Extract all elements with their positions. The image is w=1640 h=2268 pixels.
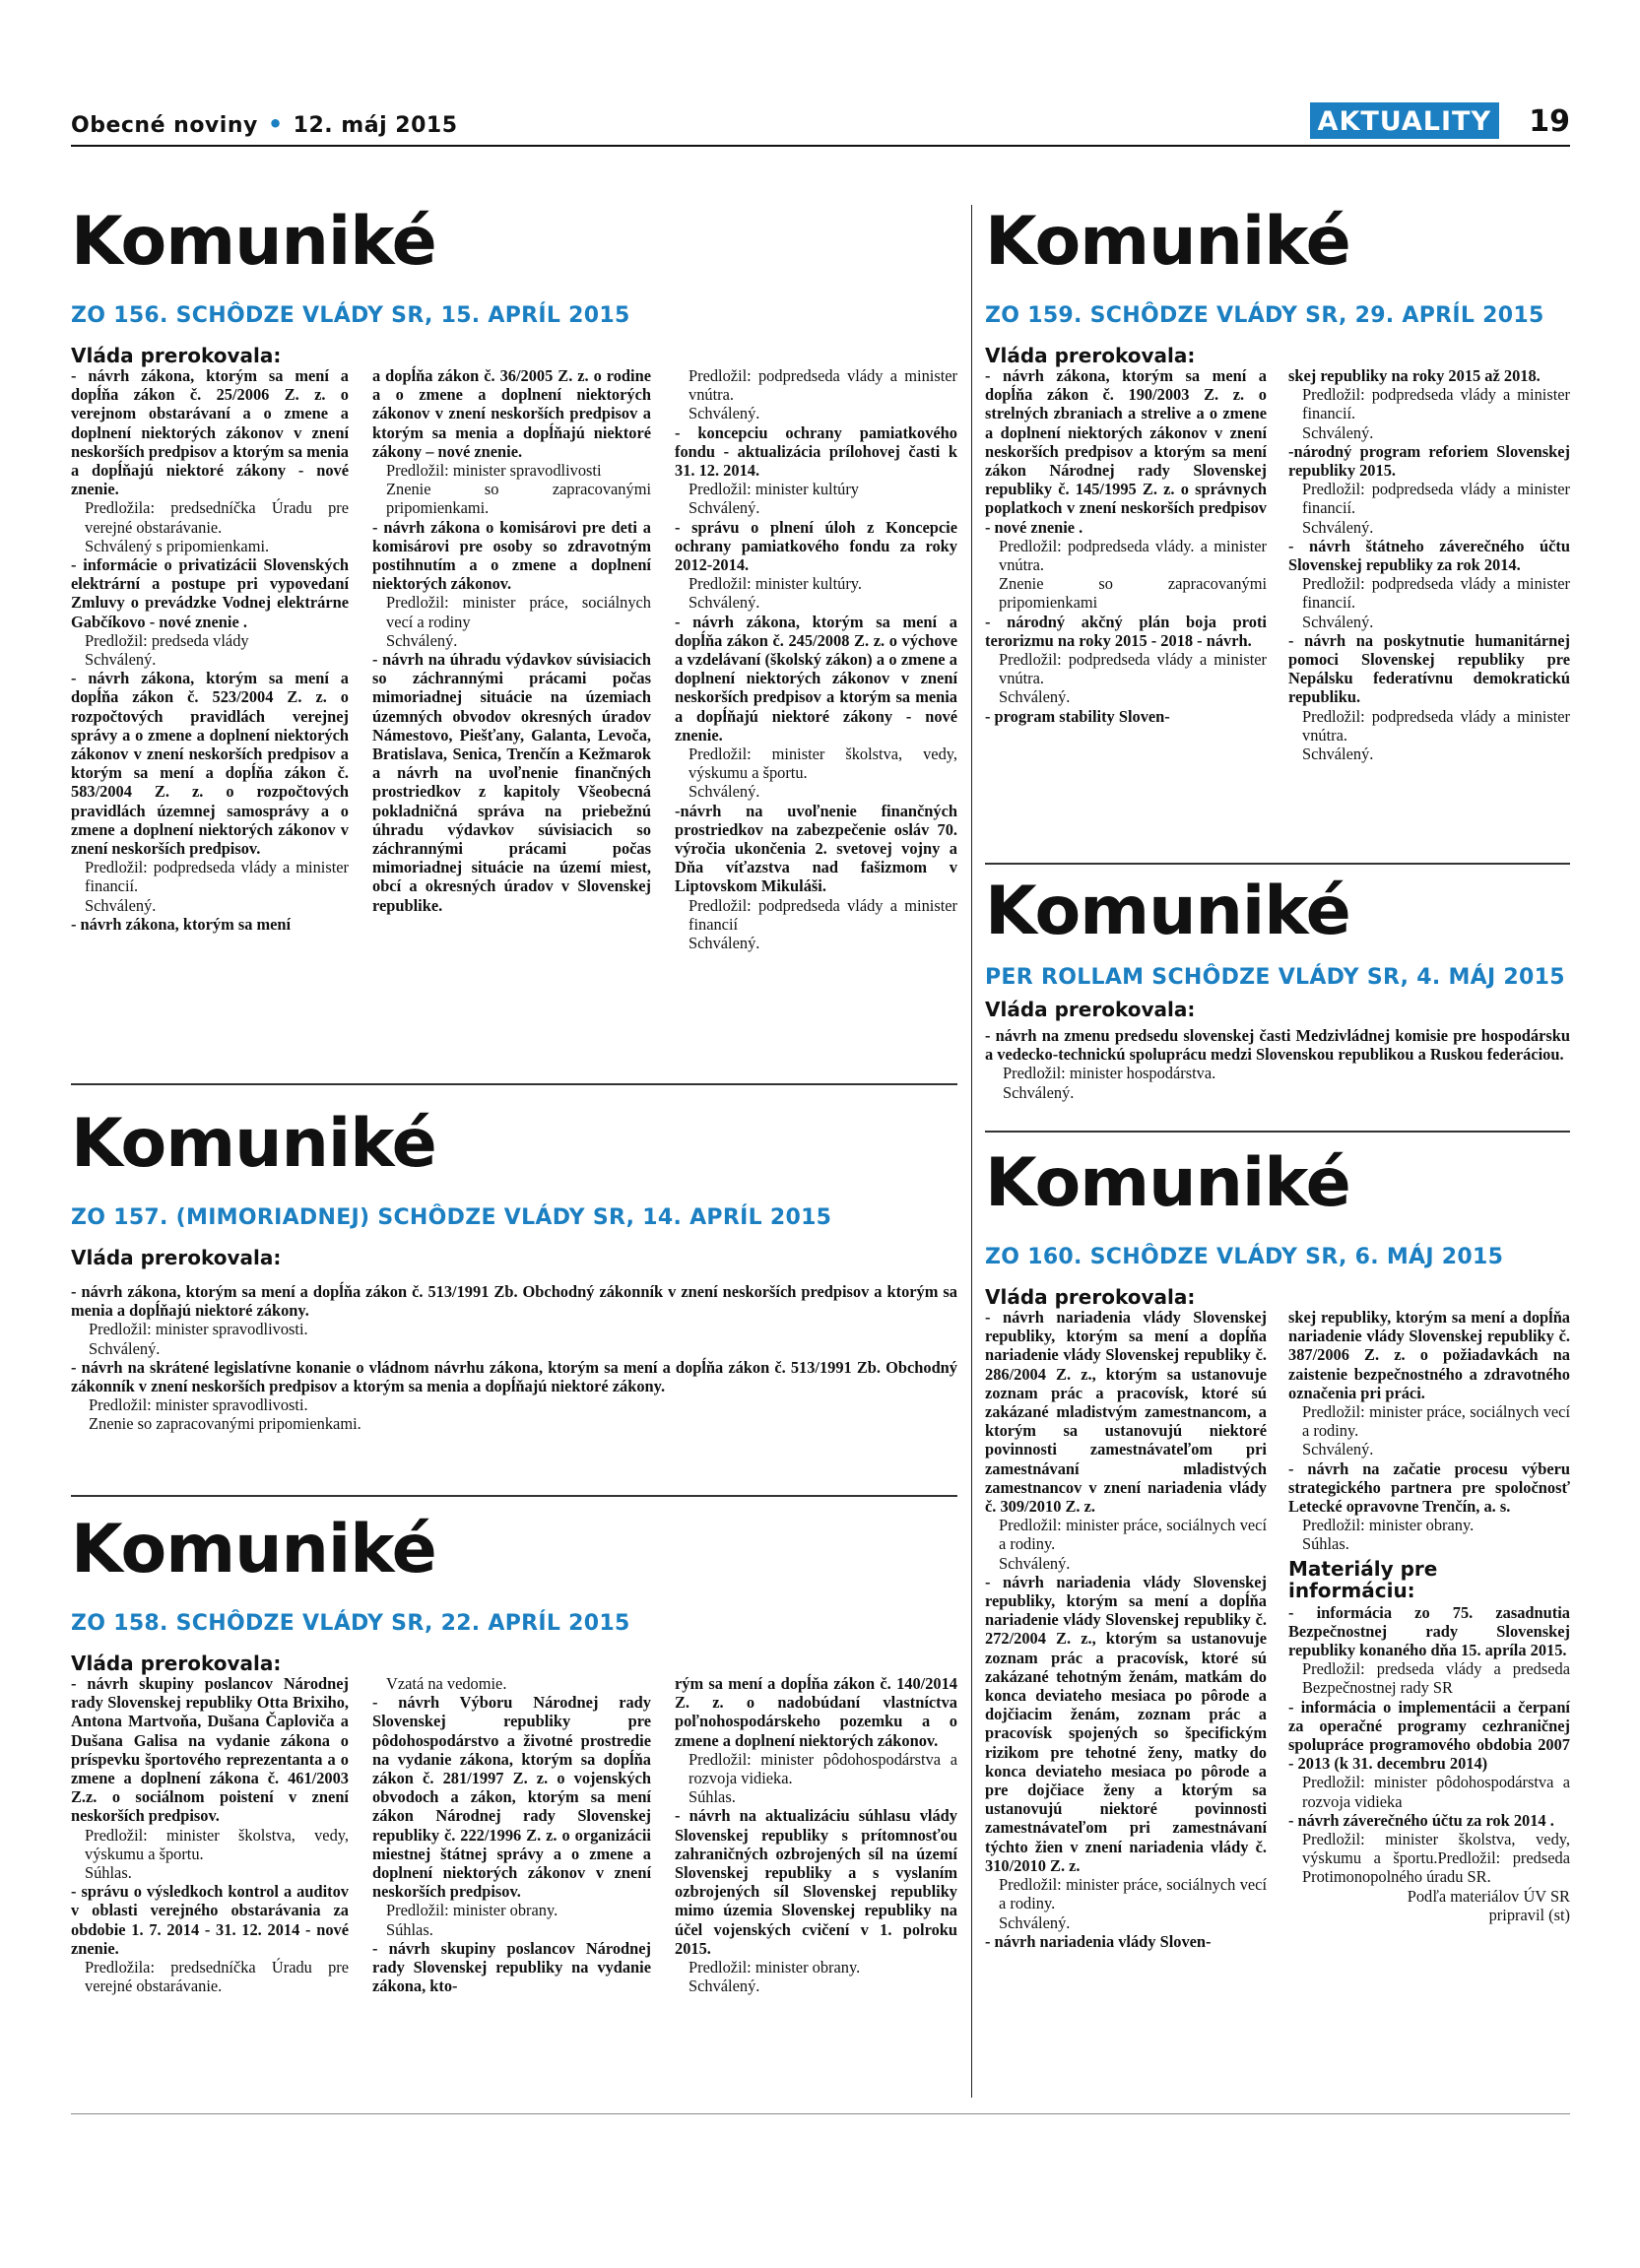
agenda-note: Predložila: predsedníčka Úradu pre verejné obstarávanie. xyxy=(85,498,349,537)
agenda-note: Schválený. xyxy=(689,404,760,423)
article-divider xyxy=(985,1131,1570,1133)
agenda-note: Schválený. xyxy=(999,687,1071,707)
article-divider xyxy=(71,1083,957,1085)
article-158-header xyxy=(71,1511,957,1675)
agenda-item: - návrh nariadenia vlády Slovenskej republiky, ktorým sa mení a dopĺňa nariadenie vlády Slovenskej republiky č. 286/2004 Z. z., ktorým sa ustanovuje zoznam prác a pracovísk, ktoré sú zakázané mladistvým zamestnancom, a ktorým sa ustanovujú niektoré povinnosti zamestnávateľom pri zamestnávaní mladistvých zamestnancov v znení nariadenia vlády č. 309/2010 Z. z. xyxy=(985,1308,1267,1517)
agenda-item: - informácie o privatizácii Slovenských elektrární a postupe pri vypovedaní Zmluvy o prevádzke Vodnej elektrárne Gabčíkovo - nové znenie . xyxy=(71,555,349,631)
agenda-note: Schválený. xyxy=(689,934,760,953)
agenda-item: - správu o plnení úloh z Koncepcie ochrany pamiatkového fondu za roky 2012-2014. xyxy=(675,517,957,575)
article-156-col-2 xyxy=(372,366,651,915)
article-159-header xyxy=(985,203,1570,367)
agenda-note: Predložil: podpredseda vlády a minister financií. xyxy=(1302,480,1570,518)
page-bottom-rule xyxy=(71,2113,1570,2114)
agenda-note: Predložil: podpredseda vlády a minister vnútra. xyxy=(999,650,1267,688)
agenda-item: - návrh záverečného účtu za rok 2014 . xyxy=(1288,1810,1554,1830)
article-158-body xyxy=(71,1674,957,2098)
agenda-note: Schválený. xyxy=(689,1976,760,1996)
agenda-item: - návrh zákona, ktorým sa mení a dopĺňa zákon č. 523/2004 Z. z. o rozpočtových pravidlách verejnej správy a o zmene a doplnení niektorých zákonov v znení neskorších predpisov a ktorým sa mení a dopĺňa zákon č. 583/2004 Z. z. o rozpočtových pravidlách územnej samosprávy a o zmene a doplnení niektorých zákonov v znení neskorších predpisov. xyxy=(71,669,349,859)
agenda-note: Predložil: podpredseda vlády a minister financií xyxy=(689,895,957,934)
agenda-item: - návrh na skrátené legislatívne konanie o vládnom návrhu zákona, ktorým sa mení a dopĺňa zákon č. 513/1991 Zb. Obchodný zákonník v znení neskorších predpisov a ktorým sa menia a dopĺňajú niektoré zákony. xyxy=(71,1357,957,1396)
masthead xyxy=(71,102,1570,144)
article-160-body xyxy=(985,1308,1570,2096)
article-158-col-3 xyxy=(675,1674,957,1995)
article-160-col-2 xyxy=(1288,1308,1570,1924)
agenda-item: - návrh Výboru Národnej rady Slovenskej republiky pre pôdohospodárstvo a životné prostredie na vydanie zákona, ktorým sa dopĺňa zákon č. 281/1997 Z. z. o vojenských obvodoch a zákon, ktorým sa mení zákon Národnej rady Slovenskej republiky č. 222/1996 Z. z. o organizácii miestnej štátnej správy a o zmene a doplnení niektorých zákonov v znení neskorších predpisov. xyxy=(372,1693,651,1902)
agenda-note: Schválený. xyxy=(386,630,458,650)
agenda-item: - informácia zo 75. zasadnutia Bezpečnostnej rady Slovenskej republiky konaného dňa 15. apríla 2015. xyxy=(1288,1602,1570,1660)
agenda-note: Schválený. xyxy=(85,895,157,915)
agenda-item: - návrh nariadenia vlády Sloven- xyxy=(985,1931,1212,1951)
agenda-note: Schválený. xyxy=(1302,517,1374,537)
agenda-note: Schválený. xyxy=(1302,422,1374,442)
agenda-note: Predložil: minister obrany. xyxy=(689,1958,861,1977)
agenda-note: Znenie so zapracovanými pripomienkami. xyxy=(386,480,651,518)
agenda-item: - koncepciu ochrany pamiatkového fondu - aktualizácia prílohovej časti k 31. 12. 2014. xyxy=(675,422,957,481)
agenda-note: Predložil: minister spravodlivosti. xyxy=(89,1395,308,1415)
agenda-item: - návrh štátneho záverečného účtu Slovenskej republiky za rok 2014. xyxy=(1288,536,1570,575)
article-subheading: ZO 156. SCHÔDZE VLÁDY SR, 15. APRÍL 2015 xyxy=(71,303,630,328)
agenda-item: - návrh zákona, ktorým sa mení a dopĺňa zákon č. 25/2006 Z. z. o verejnom obstarávaní a o zmene a doplnení niektorých zákonov v znení neskorších predpisov a ktorým sa menia a dopĺňajú niektoré zákony - nové znenie. xyxy=(71,366,349,499)
article-per-rollam-header xyxy=(985,873,1570,1021)
article-per-rollam-body xyxy=(985,1026,1570,1102)
agenda-note: Predložil: predseda vlády xyxy=(85,630,249,650)
publication-name: Obecné noviny xyxy=(71,113,258,138)
agenda-note: Schválený. xyxy=(85,650,157,670)
agenda-item: - návrh na úhradu výdavkov súvisiacich so záchrannými prácami počas mimoriadnej situácie na územiach územných obvodov okresných úradov Námestovo, Piešťany, Galanta, Levoča, Bratislava, Senica, Trenčín a Kežmarok a návrh na uvoľnenie finančných prostriedkov z kapitoly Všeobecná pokladničná správa na priebežnú úhradu výdavkov súvisiacich so záchrannými prácami počas mimoriadnej situácie na území miest, obcí a okresných úradov v Slovenskej republike. xyxy=(372,650,651,915)
agenda-item: - návrh skupiny poslancov Národnej rady Slovenskej republiky na vydanie zákona, kto- xyxy=(372,1938,651,1996)
agenda-item: skej republiky na roky 2015 až 2018. xyxy=(1288,366,1541,385)
agenda-note: Predložil: minister práce, sociálnych vecí a rodiny. xyxy=(1302,1402,1570,1441)
section-subheading: Materiály pre informáciu: xyxy=(1288,1556,1438,1602)
agenda-note: pripravil (st) xyxy=(1488,1905,1570,1924)
agenda-note: Predložil: podpredseda vlády a minister financií. xyxy=(1302,385,1570,423)
agenda-item: - návrh zákona, ktorým sa mení xyxy=(71,914,292,934)
agenda-note: Podľa materiálov ÚV SR xyxy=(1407,1886,1570,1906)
agenda-note: Schválený. xyxy=(689,498,760,518)
agenda-note: Schválený. xyxy=(999,1553,1071,1573)
article-intro: Vláda prerokovala: xyxy=(985,1285,1196,1309)
article-intro: Vláda prerokovala: xyxy=(71,1652,282,1675)
agenda-item: - návrh zákona, ktorým sa mení a dopĺňa zákon č. 245/2008 Z. z. o výchove a vzdelávaní (školský zákon) a o zmene a doplnení niektorých zákonov v znení neskorších predpisov a ktorým sa menia a dopĺňajú niektoré zákony - nové znenie. xyxy=(675,612,957,745)
article-156-col-3 xyxy=(675,366,957,952)
agenda-note: Schválený. xyxy=(1302,1440,1374,1459)
page-number: 19 xyxy=(1529,104,1570,139)
agenda-note: Predložil: predseda vlády a predseda Bezpečnostnej rady SR xyxy=(1302,1659,1570,1698)
agenda-item: rým sa mení a dopĺňa zákon č. 140/2014 Z. z. o nadobúdaní vlastníctva poľnohospodárskeho pozemku a o zmene a doplnení niektorých zákonov. xyxy=(675,1674,957,1750)
agenda-note: Schválený. xyxy=(1003,1082,1075,1102)
agenda-note: Predložil: minister obrany. xyxy=(386,1901,558,1920)
article-159-body xyxy=(985,366,1570,859)
agenda-note: Vzatá na vedomie. xyxy=(386,1674,507,1693)
agenda-item: - návrh na aktualizáciu súhlasu vlády Slovenskej republiky s prítomnosťou zahraničných ozbrojených síl na území Slovenskej republiky a s vyslaním ozbrojených síl Slovenskej republiky mimo územia Slovenskej republiky na účel vojenských cvičení v 1. polroku 2015. xyxy=(675,1806,957,1958)
agenda-note: Predložil: podpredseda vlády a minister financií. xyxy=(1302,574,1570,613)
agenda-note: Predložil: minister školstva, vedy, výskumu a športu. xyxy=(85,1825,349,1863)
article-heading: Komuniké xyxy=(71,1105,436,1183)
agenda-note: Predložil: podpredseda vlády a minister vnútra. xyxy=(1302,706,1570,745)
agenda-note: Súhlas. xyxy=(386,1919,433,1939)
agenda-item: - návrh zákona, ktorým sa mení a dopĺňa zákon č. 513/1991 Zb. Obchodný zákonník v znení neskorších predpisov a ktorým sa menia a dopĺňajú niektoré zákony. xyxy=(71,1282,957,1321)
article-heading: Komuniké xyxy=(71,203,436,281)
article-heading: Komuniké xyxy=(985,1144,1350,1222)
article-heading: Komuniké xyxy=(985,203,1350,281)
article-divider xyxy=(71,1495,957,1497)
agenda-item: skej republiky, ktorým sa mení a dopĺňa nariadenie vlády Slovenskej republiky č. 387/2006 Z. z. o požiadavkách na zaistenie bezpečnostného a zdravotného označenia pri práci. xyxy=(1288,1308,1570,1402)
agenda-note: Schválený. xyxy=(1302,745,1374,764)
article-intro: Vláda prerokovala: xyxy=(985,998,1196,1021)
agenda-note: Predložil: minister pôdohospodárstva a rozvoja vidieka. xyxy=(689,1749,957,1788)
agenda-note: Schválený. xyxy=(1302,612,1374,631)
agenda-item: - návrh na zmenu predsedu slovenskej časti Medzivládnej komisie pre hospodársku a vedecko-technickú spoluprácu medzi Slovenskou republikou a Ruskou federáciou. xyxy=(985,1026,1570,1065)
agenda-note: Schválený. xyxy=(999,1912,1071,1932)
agenda-note: Predložil: minister obrany. xyxy=(1302,1516,1475,1535)
agenda-item: - program stability Sloven- xyxy=(985,706,1170,726)
agenda-item: - návrh skupiny poslancov Národnej rady Slovenskej republiky Otta Brixiho, Antona Martvoňa, Dušana Čaploviča a Dušana Galisa na vydanie zákona o príspevku športového reprezentanta a o zmene a doplnení zákona č. 461/2003 Z.z. o sociálnom poistení v znení neskorších predpisov. xyxy=(71,1674,349,1826)
article-159-col-2 xyxy=(1288,366,1570,763)
article-divider xyxy=(985,863,1570,865)
article-160-col-1 xyxy=(985,1308,1267,1951)
agenda-note: Predložil: minister hospodárstva. xyxy=(1003,1064,1216,1083)
agenda-note: Súhlas. xyxy=(1302,1534,1349,1554)
article-intro: Vláda prerokovala: xyxy=(985,344,1196,367)
agenda-item: - návrh na poskytnutie humanitárnej pomoci Slovenskej republiky pre Nepálsku federatívnu demokratickú republiku. xyxy=(1288,630,1570,707)
agenda-item: - informácia o implementácii a čerpaní za operačné programy cezhraničnej spolupráce programového obdobia 2007 - 2013 (k 31. decembru 2014) xyxy=(1288,1697,1570,1774)
article-156-header xyxy=(71,203,957,367)
article-heading: Komuniké xyxy=(71,1511,436,1588)
agenda-note: Predložil: podpredseda vlády a minister vnútra. xyxy=(689,366,957,405)
agenda-note: Predložil: minister spravodlivosti. xyxy=(89,1320,308,1339)
agenda-note: Schválený. xyxy=(89,1338,161,1358)
agenda-note: Znenie so zapracovanými pripomienkami xyxy=(999,574,1267,613)
agenda-item: -návrh na uvoľnenie finančných prostriedkov na zabezpečenie osláv 70. výročia ukončenia 2. svetovej vojny a Dňa víťazstva nad fašizmom v Liptovskom Mikuláši. xyxy=(675,801,957,896)
article-subheading: ZO 159. SCHÔDZE VLÁDY SR, 29. APRÍL 2015 xyxy=(985,303,1544,328)
agenda-item: - návrh na začatie procesu výberu strategického partnera pre spoločnosť Letecké opravovne Trenčín, a. s. xyxy=(1288,1458,1570,1517)
agenda-note: Predložil: minister práce, sociálnych vecí a rodiny xyxy=(386,593,651,631)
agenda-note: Predložil: minister pôdohospodárstva a rozvoja vidieka xyxy=(1302,1773,1570,1811)
agenda-note: Predložil: minister spravodlivosti xyxy=(386,461,602,481)
agenda-note: Súhlas. xyxy=(689,1787,736,1807)
masthead-rule xyxy=(71,145,1570,147)
agenda-note: Predložil: minister školstva, vedy, výskumu a športu. xyxy=(689,745,957,783)
agenda-item: - správu o výsledkoch kontrol a auditov v oblasti verejného obstarávania za obdobie 1. 7. 2014 - 31. 12. 2014 - nové znenie. xyxy=(71,1882,349,1958)
agenda-note: Schválený s pripomienkami. xyxy=(85,536,270,555)
agenda-note: Predložil: minister práce, sociálnych vecí a rodiny. xyxy=(999,1875,1267,1913)
agenda-note: Predložil: minister kultúry. xyxy=(689,574,863,594)
article-subheading: ZO 158. SCHÔDZE VLÁDY SR, 22. APRÍL 2015 xyxy=(71,1611,630,1636)
agenda-item: - návrh nariadenia vlády Slovenskej republiky, ktorým sa mení a dopĺňa nariadenie vlády Slovenskej republiky č. 272/2004 Z. z., ktorým sa ustanovuje zoznam prác a pracovísk, ktoré sú zakázané tehotným ženám, matkám do konca deviateho mesiaca po pôrode a dojčiacim ženám, zoznam prác a pracovísk spojených so špecifickým rizikom pre tehotné ženy, matky do konca deviateho mesiaca po pôrode a pre dojčiace ženy a ktorým sa ustanovujú niektoré povinnosti zamestnávateľom pri zamestnávaní týchto žien v znení nariadenia vlády č. 310/2010 Z. z. xyxy=(985,1572,1267,1875)
article-intro: Vláda prerokovala: xyxy=(71,344,282,367)
agenda-note: Predložil: podpredseda vlády a minister financií. xyxy=(85,858,349,896)
agenda-note: Predložil: minister práce, sociálnych vecí a rodiny. xyxy=(999,1516,1267,1554)
article-160-header xyxy=(985,1144,1570,1309)
agenda-note: Schválený. xyxy=(689,593,760,613)
publication-line xyxy=(71,110,458,138)
agenda-note: Predložila: predsedníčka Úradu pre verejné obstarávanie. xyxy=(85,1958,349,1996)
article-156-body xyxy=(71,366,957,1075)
article-subheading: ZO 157. (MIMORIADNEJ) SCHÔDZE VLÁDY SR, 14. APRÍL 2015 xyxy=(71,1205,832,1230)
article-158-col-2 xyxy=(372,1674,651,1995)
article-158-col-1 xyxy=(71,1674,349,1995)
agenda-note: Znenie so zapracovanými pripomienkami. xyxy=(89,1414,361,1434)
agenda-item: - návrh zákona, ktorým sa mení a dopĺňa zákon č. 190/2003 Z. z. o strelných zbraniach a strelive a o zmene a doplnení niektorých zákonov v znení neskorších predpisov a ktorým sa mení zákon Národnej rady Slovenskej republiky č. 145/1995 Z. z. o správnych poplatkoch v znení neskorších predpisov - nové znenie . xyxy=(985,366,1267,537)
article-159-col-1 xyxy=(985,366,1267,726)
column-divider xyxy=(971,205,972,2098)
article-157-header xyxy=(71,1105,957,1269)
agenda-note: Predložil: podpredseda vlády. a minister vnútra. xyxy=(999,536,1267,575)
agenda-note: Predložil: minister školstva, vedy, výskumu a športu.Predložil: predseda Protimonopolného úradu SR. xyxy=(1302,1830,1570,1887)
agenda-item: - návrh zákona o komisárovi pre deti a komisárovi pre osoby so zdravotným postihnutím a o zmene a doplnení niektorých zákonov. xyxy=(372,517,651,594)
article-heading: Komuniké xyxy=(985,873,1350,950)
agenda-note: Predložil: minister kultúry xyxy=(689,480,859,499)
agenda-note: Súhlas. xyxy=(85,1863,132,1883)
article-156-col-1 xyxy=(71,366,349,934)
agenda-item: - národný akčný plán boja proti terorizmu na roky 2015 - 2018 - návrh. xyxy=(985,612,1267,650)
article-intro: Vláda prerokovala: xyxy=(71,1246,282,1269)
agenda-note: Schválený. xyxy=(689,782,760,802)
issue-date: 12. máj 2015 xyxy=(293,113,458,138)
article-subheading: PER ROLLAM SCHÔDZE VLÁDY SR, 4. MÁJ 2015 xyxy=(985,965,1565,990)
section-label: AKTUALITY xyxy=(1310,102,1499,139)
agenda-item: a dopĺňa zákon č. 36/2005 Z. z. o rodine a o zmene a doplnení niektorých zákonov v znení neskorších predpisov a ktorým sa menia a dopĺňajú niektoré zákony – nové znenie. xyxy=(372,366,651,461)
bullet-separator: • xyxy=(267,110,284,138)
agenda-item: -národný program reforiem Slovenskej republiky 2015. xyxy=(1288,441,1570,481)
article-157-body xyxy=(71,1282,957,1434)
article-subheading: ZO 160. SCHÔDZE VLÁDY SR, 6. MÁJ 2015 xyxy=(985,1245,1504,1269)
